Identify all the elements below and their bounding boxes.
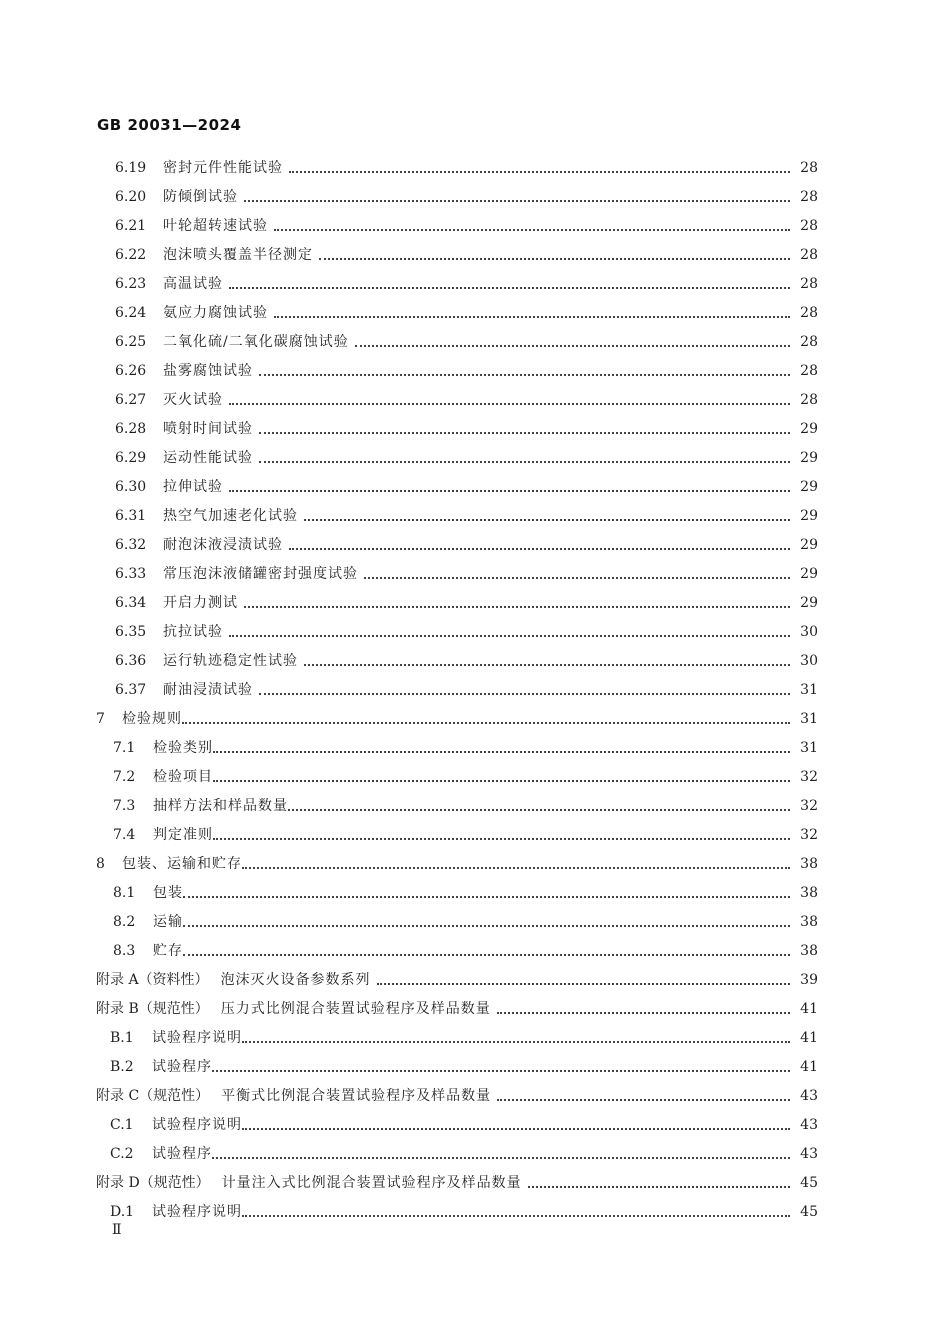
dot-leader [274, 228, 790, 231]
toc-entry[interactable] [0, 647, 950, 676]
dot-leader [289, 170, 790, 173]
dot-leader [304, 518, 790, 521]
toc-entry[interactable] [0, 386, 950, 415]
toc-entry-page: 29 [800, 566, 818, 582]
toc-entry-page: 28 [800, 218, 818, 234]
toc-entry-title: 试验程序 [152, 1059, 212, 1075]
toc-entry-title: 压力式比例混合装置试验程序及样品数量 [220, 1001, 491, 1017]
toc-entry[interactable] [0, 154, 950, 183]
toc-entry-title: 防倾倒试验 [163, 189, 238, 205]
toc-entry-page: 38 [800, 943, 818, 959]
toc-entry-title: 抽样方法和样品数量 [153, 798, 288, 814]
toc-entry[interactable] [0, 763, 950, 792]
toc-entry[interactable] [0, 183, 950, 212]
standard-code-header: GB 20031—2024 [97, 116, 242, 134]
toc-entry-number: 8 [96, 856, 105, 872]
dot-leader [213, 779, 790, 782]
toc-entry-number: C.2 [110, 1146, 134, 1162]
toc-entry-page: 28 [800, 392, 818, 408]
dot-leader [213, 750, 790, 753]
toc-entry[interactable] [0, 328, 950, 357]
toc-entry-page: 32 [800, 769, 818, 785]
toc-entry-title: 包装 [153, 885, 183, 901]
toc-entry-title: 试验程序说明 [152, 1030, 242, 1046]
dot-leader [229, 634, 790, 637]
toc-entry-number: 7 [96, 711, 105, 727]
toc-entry-page: 28 [800, 334, 818, 350]
toc-entry-title: 盐雾腐蚀试验 [163, 363, 253, 379]
toc-entry-page: 29 [800, 479, 818, 495]
toc-entry-number: D.1 [110, 1204, 135, 1220]
toc-entry-title: 开启力测试 [163, 595, 238, 611]
toc-entry-title: 拉伸试验 [163, 479, 223, 495]
dot-leader [242, 1127, 790, 1130]
toc-entry[interactable] [0, 792, 950, 821]
dot-leader [229, 402, 790, 405]
toc-entry[interactable] [0, 705, 950, 734]
toc-entry[interactable] [0, 415, 950, 444]
toc-entry-number: 6.35 [115, 624, 147, 640]
toc-entry-page: 28 [800, 305, 818, 321]
toc-entry-page: 45 [800, 1204, 818, 1220]
toc-entry-title: 运输 [153, 914, 183, 930]
toc-entry-title: 检验规则 [122, 711, 182, 727]
toc-entry-title: 判定准则 [153, 827, 213, 843]
toc-entry-title: 试验程序 [152, 1146, 212, 1162]
toc-entry-title: 运行轨迹稳定性试验 [163, 653, 298, 669]
toc-entry-number: 6.29 [115, 450, 147, 466]
dot-leader [182, 721, 790, 724]
toc-entry-number: C.1 [110, 1117, 134, 1133]
dot-leader [229, 489, 790, 492]
toc-entry-number: 附录 C（规范性） [96, 1088, 210, 1104]
toc-entry[interactable] [0, 966, 950, 995]
dot-leader [212, 1069, 790, 1072]
toc-entry-number: 7.2 [113, 769, 136, 785]
toc-entry-page: 29 [800, 450, 818, 466]
toc-entry-number: 6.24 [115, 305, 147, 321]
dot-leader [212, 1156, 790, 1159]
toc-entry-number: 6.25 [115, 334, 147, 350]
dot-leader [259, 692, 790, 695]
table-of-contents [0, 154, 950, 1227]
toc-entry-number: 8.2 [113, 914, 136, 930]
dot-leader [183, 895, 790, 898]
toc-entry[interactable] [0, 589, 950, 618]
toc-entry-title: 试验程序说明 [152, 1204, 242, 1220]
toc-entry-title: 二氧化硫/二氧化碳腐蚀试验 [163, 334, 349, 350]
dot-leader [244, 199, 790, 202]
toc-entry-page: 38 [800, 856, 818, 872]
dot-leader [259, 373, 790, 376]
toc-entry[interactable] [0, 1082, 950, 1111]
toc-entry-title: 常压泡沫液储罐密封强度试验 [163, 566, 358, 582]
toc-entry-page: 29 [800, 421, 818, 437]
toc-entry[interactable] [0, 531, 950, 560]
toc-entry[interactable] [0, 995, 950, 1024]
toc-entry[interactable] [0, 1169, 950, 1198]
toc-entry[interactable] [0, 357, 950, 386]
toc-entry[interactable] [0, 444, 950, 473]
toc-entry-title: 检验项目 [153, 769, 213, 785]
toc-entry-number: 6.31 [115, 508, 147, 524]
toc-entry[interactable] [0, 618, 950, 647]
toc-entry-title: 平衡式比例混合装置试验程序及样品数量 [221, 1088, 492, 1104]
dot-leader [528, 1185, 790, 1188]
toc-entry-number: 附录 A（资料性） [96, 972, 209, 988]
toc-entry[interactable] [0, 937, 950, 966]
toc-entry-number: 8.1 [113, 885, 136, 901]
toc-entry[interactable] [0, 879, 950, 908]
toc-entry-number: 6.22 [115, 247, 147, 263]
toc-entry-page: 28 [800, 363, 818, 379]
toc-entry-number: B.1 [110, 1030, 134, 1046]
dot-leader [259, 460, 790, 463]
toc-entry-page: 43 [800, 1117, 818, 1133]
toc-entry-title: 叶轮超转速试验 [163, 218, 268, 234]
toc-entry[interactable] [0, 1140, 950, 1169]
toc-entry[interactable] [0, 299, 950, 328]
toc-entry-title: 计量注入式比例混合装置试验程序及样品数量 [221, 1175, 522, 1191]
page-number: Ⅱ [112, 1222, 122, 1238]
toc-entry-number: 6.34 [115, 595, 147, 611]
dot-leader [274, 315, 790, 318]
toc-entry-page: 31 [800, 711, 818, 727]
toc-entry-number: 6.19 [115, 160, 147, 176]
toc-entry[interactable] [0, 1198, 950, 1227]
toc-entry-title: 检验类别 [153, 740, 213, 756]
toc-entry[interactable] [0, 212, 950, 241]
dot-leader [244, 605, 790, 608]
toc-entry-page: 32 [800, 798, 818, 814]
toc-entry-page: 38 [800, 885, 818, 901]
toc-entry[interactable] [0, 821, 950, 850]
toc-entry-number: 7.3 [113, 798, 136, 814]
toc-entry-page: 30 [800, 624, 818, 640]
toc-entry-page: 30 [800, 653, 818, 669]
toc-entry-page: 41 [800, 1030, 818, 1046]
toc-entry-page: 31 [800, 682, 818, 698]
toc-entry[interactable] [0, 270, 950, 299]
toc-entry-title: 高温试验 [163, 276, 223, 292]
toc-entry[interactable] [0, 1024, 950, 1053]
dot-leader [242, 866, 790, 869]
toc-entry-number: 6.33 [115, 566, 147, 582]
toc-entry[interactable] [0, 908, 950, 937]
dot-leader [364, 576, 790, 579]
toc-entry-number: 6.36 [115, 653, 147, 669]
toc-entry-title: 热空气加速老化试验 [163, 508, 298, 524]
toc-entry-number: 6.30 [115, 479, 147, 495]
dot-leader [355, 344, 790, 347]
dot-leader [259, 431, 790, 434]
toc-entry-page: 41 [800, 1001, 818, 1017]
toc-entry-page: 29 [800, 595, 818, 611]
toc-entry-number: B.2 [110, 1059, 134, 1075]
dot-leader [242, 1214, 790, 1217]
toc-entry-page: 45 [800, 1175, 818, 1191]
toc-entry[interactable] [0, 241, 950, 270]
toc-entry-title: 密封元件性能试验 [163, 160, 283, 176]
toc-entry-page: 28 [800, 189, 818, 205]
toc-entry[interactable] [0, 1053, 950, 1082]
toc-entry-title: 喷射时间试验 [163, 421, 253, 437]
toc-entry-page: 29 [800, 508, 818, 524]
toc-entry-title: 抗拉试验 [163, 624, 223, 640]
dot-leader [242, 1040, 790, 1043]
dot-leader [213, 837, 790, 840]
toc-entry-title: 试验程序说明 [152, 1117, 242, 1133]
toc-entry[interactable] [0, 473, 950, 502]
toc-entry-number: 附录 B（规范性） [96, 1001, 209, 1017]
toc-entry-title: 耐泡沫液浸渍试验 [163, 537, 283, 553]
toc-entry[interactable] [0, 850, 950, 879]
toc-entry-title: 泡沫灭火设备参数系列 [220, 972, 371, 988]
toc-entry-title: 灭火试验 [163, 392, 223, 408]
toc-entry-page: 41 [800, 1059, 818, 1075]
toc-entry-page: 31 [800, 740, 818, 756]
toc-entry-page: 28 [800, 160, 818, 176]
toc-entry-number: 附录 D（规范性） [96, 1175, 210, 1191]
toc-entry-number: 6.32 [115, 537, 147, 553]
toc-entry[interactable] [0, 676, 950, 705]
toc-entry[interactable] [0, 1111, 950, 1140]
dot-leader [497, 1011, 790, 1014]
dot-leader [183, 953, 790, 956]
dot-leader [377, 982, 790, 985]
toc-entry-page: 43 [800, 1088, 818, 1104]
dot-leader [183, 924, 790, 927]
toc-entry-page: 38 [800, 914, 818, 930]
toc-entry-title: 耐油浸渍试验 [163, 682, 253, 698]
toc-entry-number: 6.23 [115, 276, 147, 292]
toc-entry-page: 29 [800, 537, 818, 553]
toc-entry-page: 28 [800, 247, 818, 263]
toc-entry-number: 6.28 [115, 421, 147, 437]
toc-entry-number: 6.20 [115, 189, 147, 205]
toc-entry-title: 贮存 [153, 943, 183, 959]
dot-leader [319, 257, 790, 260]
toc-entry-title: 包装、运输和贮存 [122, 856, 242, 872]
toc-entry-number: 7.4 [113, 827, 136, 843]
toc-entry-title: 泡沫喷头覆盖半径测定 [163, 247, 313, 263]
dot-leader [304, 663, 790, 666]
toc-entry-number: 7.1 [113, 740, 136, 756]
toc-entry-number: 6.37 [115, 682, 147, 698]
toc-entry-number: 8.3 [113, 943, 136, 959]
dot-leader [229, 286, 790, 289]
dot-leader [497, 1098, 790, 1101]
toc-entry-page: 32 [800, 827, 818, 843]
toc-entry-page: 28 [800, 276, 818, 292]
toc-entry-title: 运动性能试验 [163, 450, 253, 466]
toc-entry-page: 39 [800, 972, 818, 988]
toc-entry[interactable] [0, 502, 950, 531]
toc-entry[interactable] [0, 734, 950, 763]
toc-entry-title: 氨应力腐蚀试验 [163, 305, 268, 321]
toc-entry[interactable] [0, 560, 950, 589]
dot-leader [288, 808, 790, 811]
dot-leader [289, 547, 790, 550]
toc-entry-number: 6.26 [115, 363, 147, 379]
toc-entry-number: 6.27 [115, 392, 147, 408]
toc-entry-page: 43 [800, 1146, 818, 1162]
toc-entry-number: 6.21 [115, 218, 147, 234]
